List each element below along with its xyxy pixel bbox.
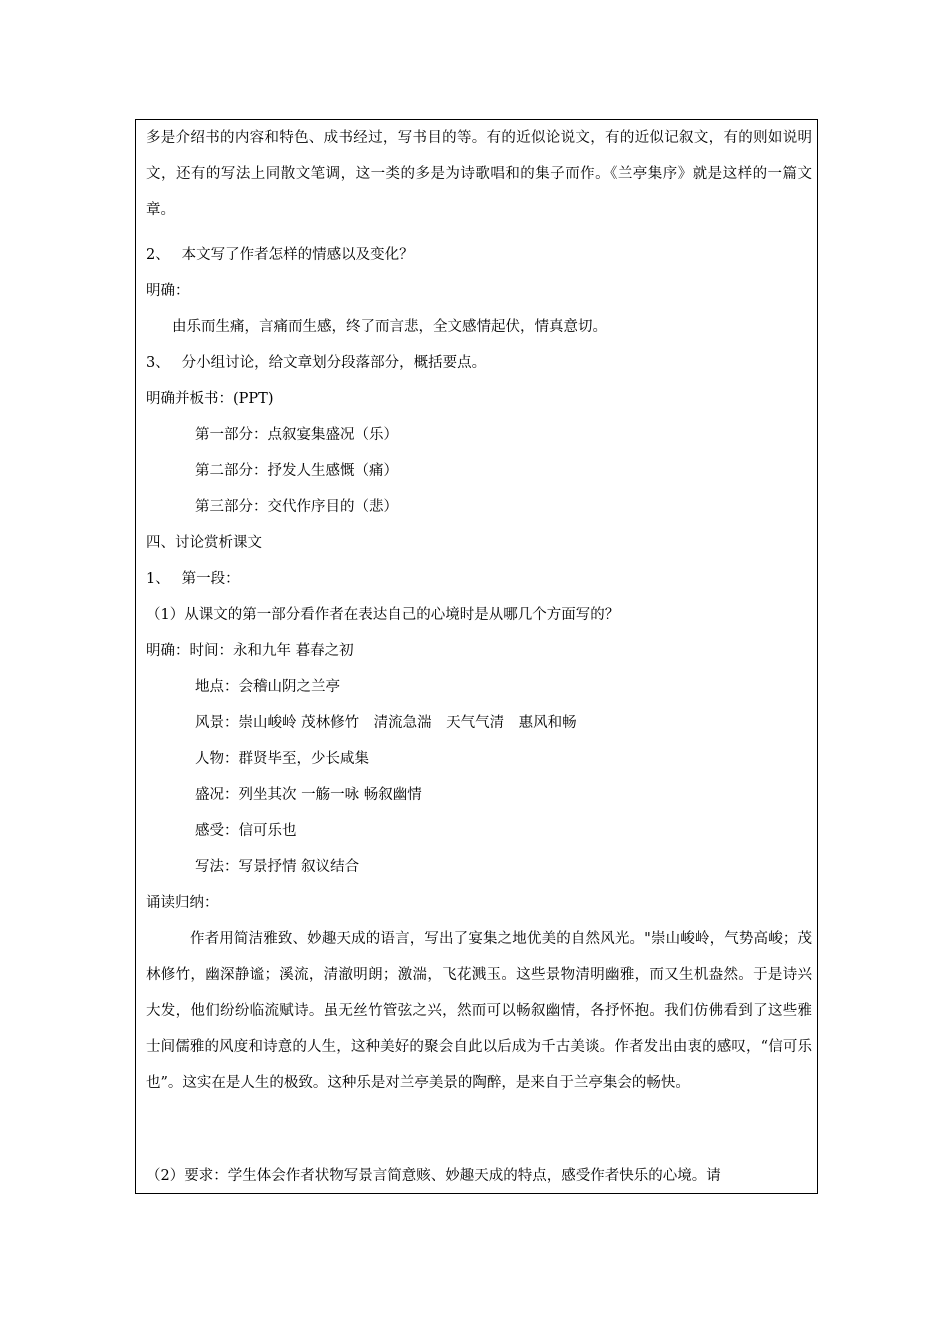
question-2: 2、 本文写了作者怎样的情感以及变化？ <box>146 247 414 263</box>
answer-technique: 写法：写景抒情 叙议结合 <box>195 859 360 875</box>
answer-time: 明确：时间：永和九年 暮春之初 <box>146 643 354 659</box>
question-2-answer: 由乐而生痛，言痛而生感，终了而言悲，全文感情起伏，情真意切。 <box>172 319 607 335</box>
section-4-heading: 四、讨论赏析课文 <box>146 535 262 551</box>
answer-occasion: 盛况：列坐其次 一觞一咏 畅叙幽情 <box>195 787 422 803</box>
answer-feeling: 感受：信可乐也 <box>195 823 297 839</box>
section-4-question-2: （2）要求：学生体会作者状物写景言简意赅、妙趣天成的特点，感受作者快乐的心境。请 <box>146 1168 721 1184</box>
answer-people: 人物：群贤毕至，少长咸集 <box>195 751 369 767</box>
section-4-question-1: （1）从课文的第一部分看作者在表达自己的心境时是从哪几个方面写的？ <box>146 607 620 623</box>
part-3: 第三部分：交代作序目的（悲） <box>195 499 398 515</box>
question-3-label: 明确并板书：(PPT) <box>146 391 274 407</box>
part-2: 第二部分：抒发人生感慨（痛） <box>195 463 398 479</box>
answer-scenery: 风景：崇山峻岭 茂林修竹 清流急湍 天气气清 惠风和畅 <box>195 715 577 731</box>
answer-place: 地点：会稽山阴之兰亭 <box>195 679 340 695</box>
question-2-label: 明确： <box>146 283 190 299</box>
intro-paragraph: 多是介绍书的内容和特色、成书经过，写书目的等。有的近似论说文，有的近似记叙文，有的则如说明文，还有的写法上同散文笔调，这一类的多是为诗歌唱和的集子而作。《兰亭集序》就是这样的一篇文章。 <box>146 130 812 218</box>
recite-paragraph: 作者用简洁雅致、妙趣天成的语言，写出了宴集之地优美的自然风光。"崇山峻岭，气势高峻；茂林修竹，幽深静谧；溪流，清澈明朗；激湍，飞花溅玉。这些景物清明幽雅，而又生机盎然。于是诗兴大发，他们纷纷临流赋诗。虽无丝竹管弦之兴，然而可以畅叙幽情，各抒怀抱。我们仿佛看到了这些雅士间儒雅的风度和诗意的人生，这种美好的聚会自此以后成为千古美谈。作者发出由衷的感叹，“信可乐也”。这实在是人生的极致。这种乐是对兰亭美景的陶醉，是来自于兰亭集会的畅快。 <box>146 931 812 1091</box>
question-3: 3、 分小组讨论，给文章划分段落部分，概括要点。 <box>146 355 487 371</box>
part-1: 第一部分：点叙宴集盛况（乐） <box>195 427 398 443</box>
recite-label: 诵读归纳： <box>146 895 219 911</box>
section-4-item-1: 1、 第一段： <box>146 571 240 587</box>
